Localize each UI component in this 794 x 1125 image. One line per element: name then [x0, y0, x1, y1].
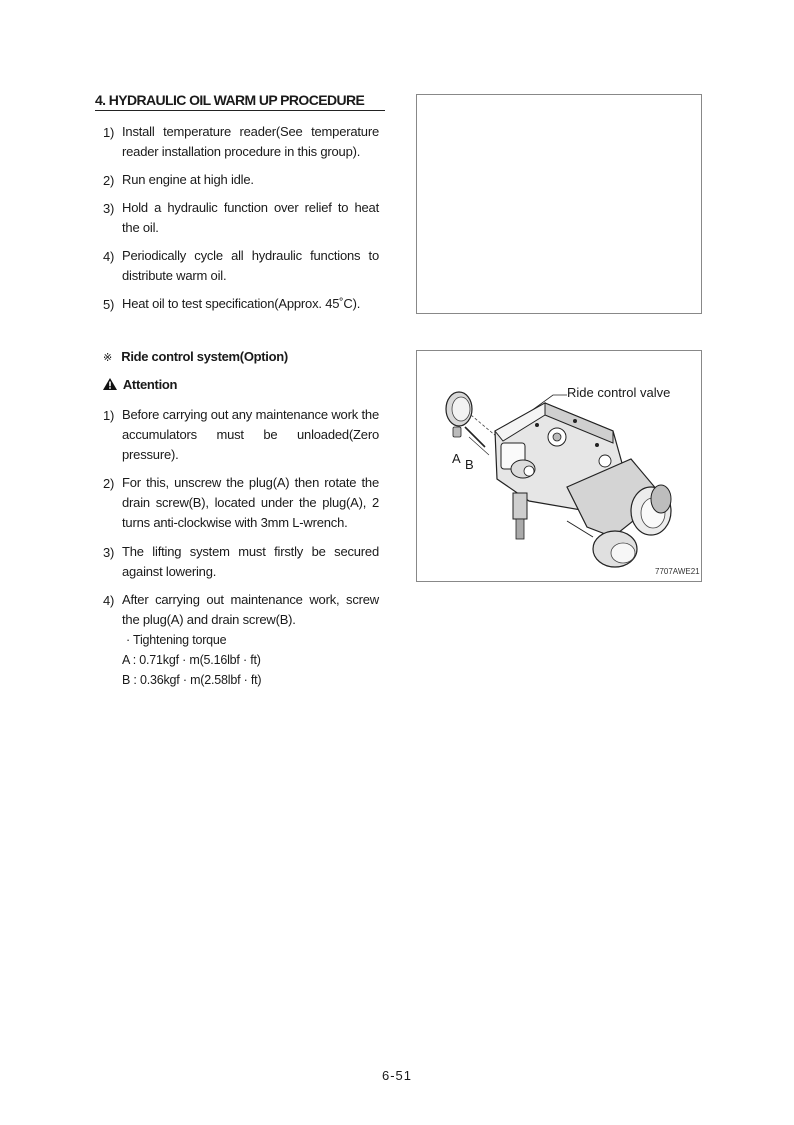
page-number: 6-51	[381, 1068, 413, 1083]
ride-control-figure	[416, 350, 702, 582]
torque-a: A : 0.71kgf · m(5.16lbf · ft)	[122, 653, 261, 667]
step-text: The lifting system must firstly be secured against lowering.	[122, 544, 379, 579]
figure-code: 7707AWE21	[655, 567, 700, 576]
torque-b: B : 0.36kgf · m(2.58lbf · ft)	[122, 673, 262, 687]
step-number: 3)	[103, 545, 115, 560]
step-text: After carrying out maintenance work, screw the plug(A) and drain screw(B).	[122, 592, 379, 627]
warmup-step-3	[103, 198, 379, 238]
step-text: For this, unscrew the plug(A) then rotate the drain screw(B), located under the plug(A), 2 turns anti-clockwise with 3mm L-wrench.	[122, 475, 379, 530]
torque-label: · Tightening torque	[126, 633, 227, 647]
ride-control-heading	[103, 349, 288, 364]
warning-icon	[103, 378, 117, 393]
ride-step-3	[103, 542, 379, 582]
ride-step-4	[103, 590, 379, 630]
attention-heading	[103, 377, 177, 393]
ride-step-2	[103, 473, 379, 533]
warmup-step-1	[103, 122, 379, 162]
step-number: 5)	[103, 297, 115, 312]
step-number: 4)	[103, 593, 115, 608]
reference-mark: ※	[103, 352, 112, 364]
warmup-step-2	[103, 170, 379, 190]
step-text: Heat oil to test specification(Approx. 45˚C).	[122, 296, 361, 311]
section-title: 4. HYDRAULIC OIL WARM UP PROCEDURE	[95, 92, 385, 111]
warmup-step-4	[103, 246, 379, 286]
attention-label: Attention	[122, 377, 178, 392]
step-number: 2)	[103, 173, 115, 188]
step-number: 1)	[103, 125, 115, 140]
step-text: Hold a hydraulic function over relief to heat the oil.	[122, 200, 379, 235]
figure-frame-empty	[416, 94, 702, 314]
figure-label-ride-control-valve: Ride control valve	[567, 385, 671, 400]
step-text: Install temperature reader(See temperature reader installation procedure in this group).	[122, 124, 379, 159]
step-number: 3)	[103, 201, 115, 216]
warmup-step-5	[103, 294, 379, 314]
step-text: Periodically cycle all hydraulic functions to distribute warm oil.	[122, 248, 379, 283]
step-number: 1)	[103, 408, 115, 423]
step-text: Before carrying out any maintenance work the accumulators must be unloaded(Zero pressure).	[122, 407, 379, 462]
ride-step-1	[103, 405, 379, 465]
figure-label-b: B	[465, 457, 474, 472]
step-number: 4)	[103, 249, 115, 264]
ride-control-title: Ride control system(Option)	[121, 349, 288, 364]
step-number: 2)	[103, 476, 115, 491]
figure-label-a: A	[452, 451, 461, 466]
step-text: Run engine at high idle.	[122, 172, 254, 187]
